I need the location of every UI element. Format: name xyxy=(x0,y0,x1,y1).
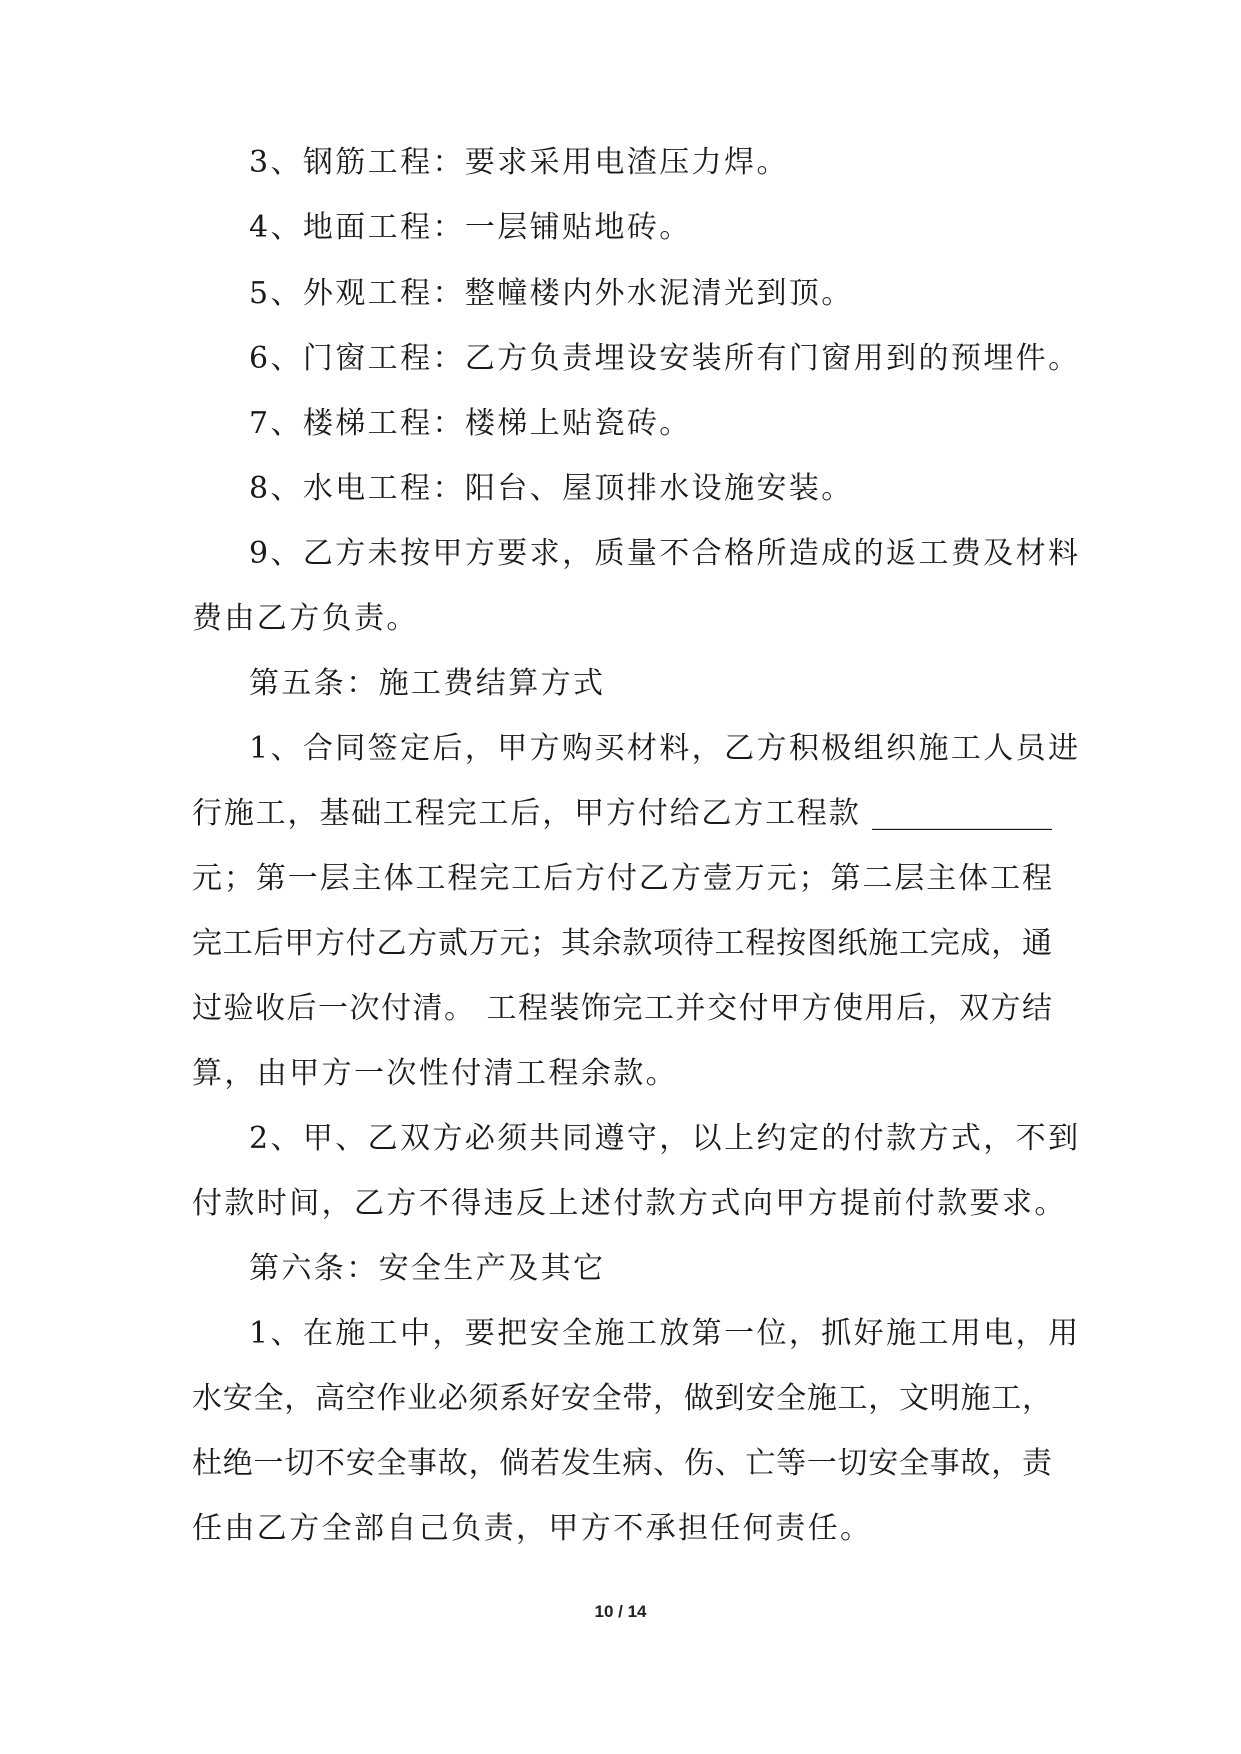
paragraph-line: 过验收后一次付清。 工程装饰完工并交付甲方使用后，双方结 xyxy=(192,991,1052,1026)
paragraph-line: 费由乙方负责。 xyxy=(192,601,419,636)
paragraph-line: 杜绝一切不安全事故，倘若发生病、伤、亡等一切安全事故，责 xyxy=(192,1446,1052,1481)
clause-line: 8、水电工程：阳台、屋顶排水设施安装。 xyxy=(249,471,854,506)
paragraph-line: 行施工，基础工程完工后，甲方付给乙方工程款 ____________ xyxy=(192,796,1052,831)
paragraph-line: 算，由甲方一次性付清工程余款。 xyxy=(192,1056,678,1091)
paragraph-line: 9、乙方未按甲方要求，质量不合格所造成的返工费及材料 xyxy=(249,536,1081,571)
paragraph-line: 水安全，高空作业必须系好安全带，做到安全施工，文明施工， xyxy=(192,1381,1052,1416)
section-heading: 第五条：施工费结算方式 xyxy=(249,666,606,701)
paragraph-line: 1、合同签定后，甲方购买材料，乙方积极组织施工人员进 xyxy=(249,731,1081,766)
paragraph-line: 2、甲、乙双方必须共同遵守，以上约定的付款方式，不到 xyxy=(249,1121,1081,1156)
paragraph-line: 元；第一层主体工程完工后方付乙方壹万元；第二层主体工程 xyxy=(192,861,1052,896)
page-number: 10 / 14 xyxy=(594,1602,647,1621)
section-heading: 第六条：安全生产及其它 xyxy=(249,1251,606,1286)
clause-line: 6、门窗工程：乙方负责埋设安装所有门窗用到的预埋件。 xyxy=(249,341,1081,376)
clause-line: 5、外观工程：整幢楼内外水泥清光到顶。 xyxy=(249,276,854,311)
paragraph-line: 任由乙方全部自己负责，甲方不承担任何责任。 xyxy=(192,1511,873,1546)
paragraph-line: 完工后甲方付乙方贰万元；其余款项待工程按图纸施工完成，通 xyxy=(192,926,1052,961)
clause-line: 3、钢筋工程：要求采用电渣压力焊。 xyxy=(249,145,789,180)
paragraph-line: 付款时间，乙方不得违反上述付款方式向甲方提前付款要求。 xyxy=(192,1186,1067,1221)
paragraph-line: 1、在施工中，要把安全施工放第一位，抓好施工用电，用 xyxy=(249,1316,1081,1351)
clause-line: 7、楼梯工程：楼梯上贴瓷砖。 xyxy=(249,406,692,441)
clause-line: 4、地面工程：一层铺贴地砖。 xyxy=(249,210,692,245)
